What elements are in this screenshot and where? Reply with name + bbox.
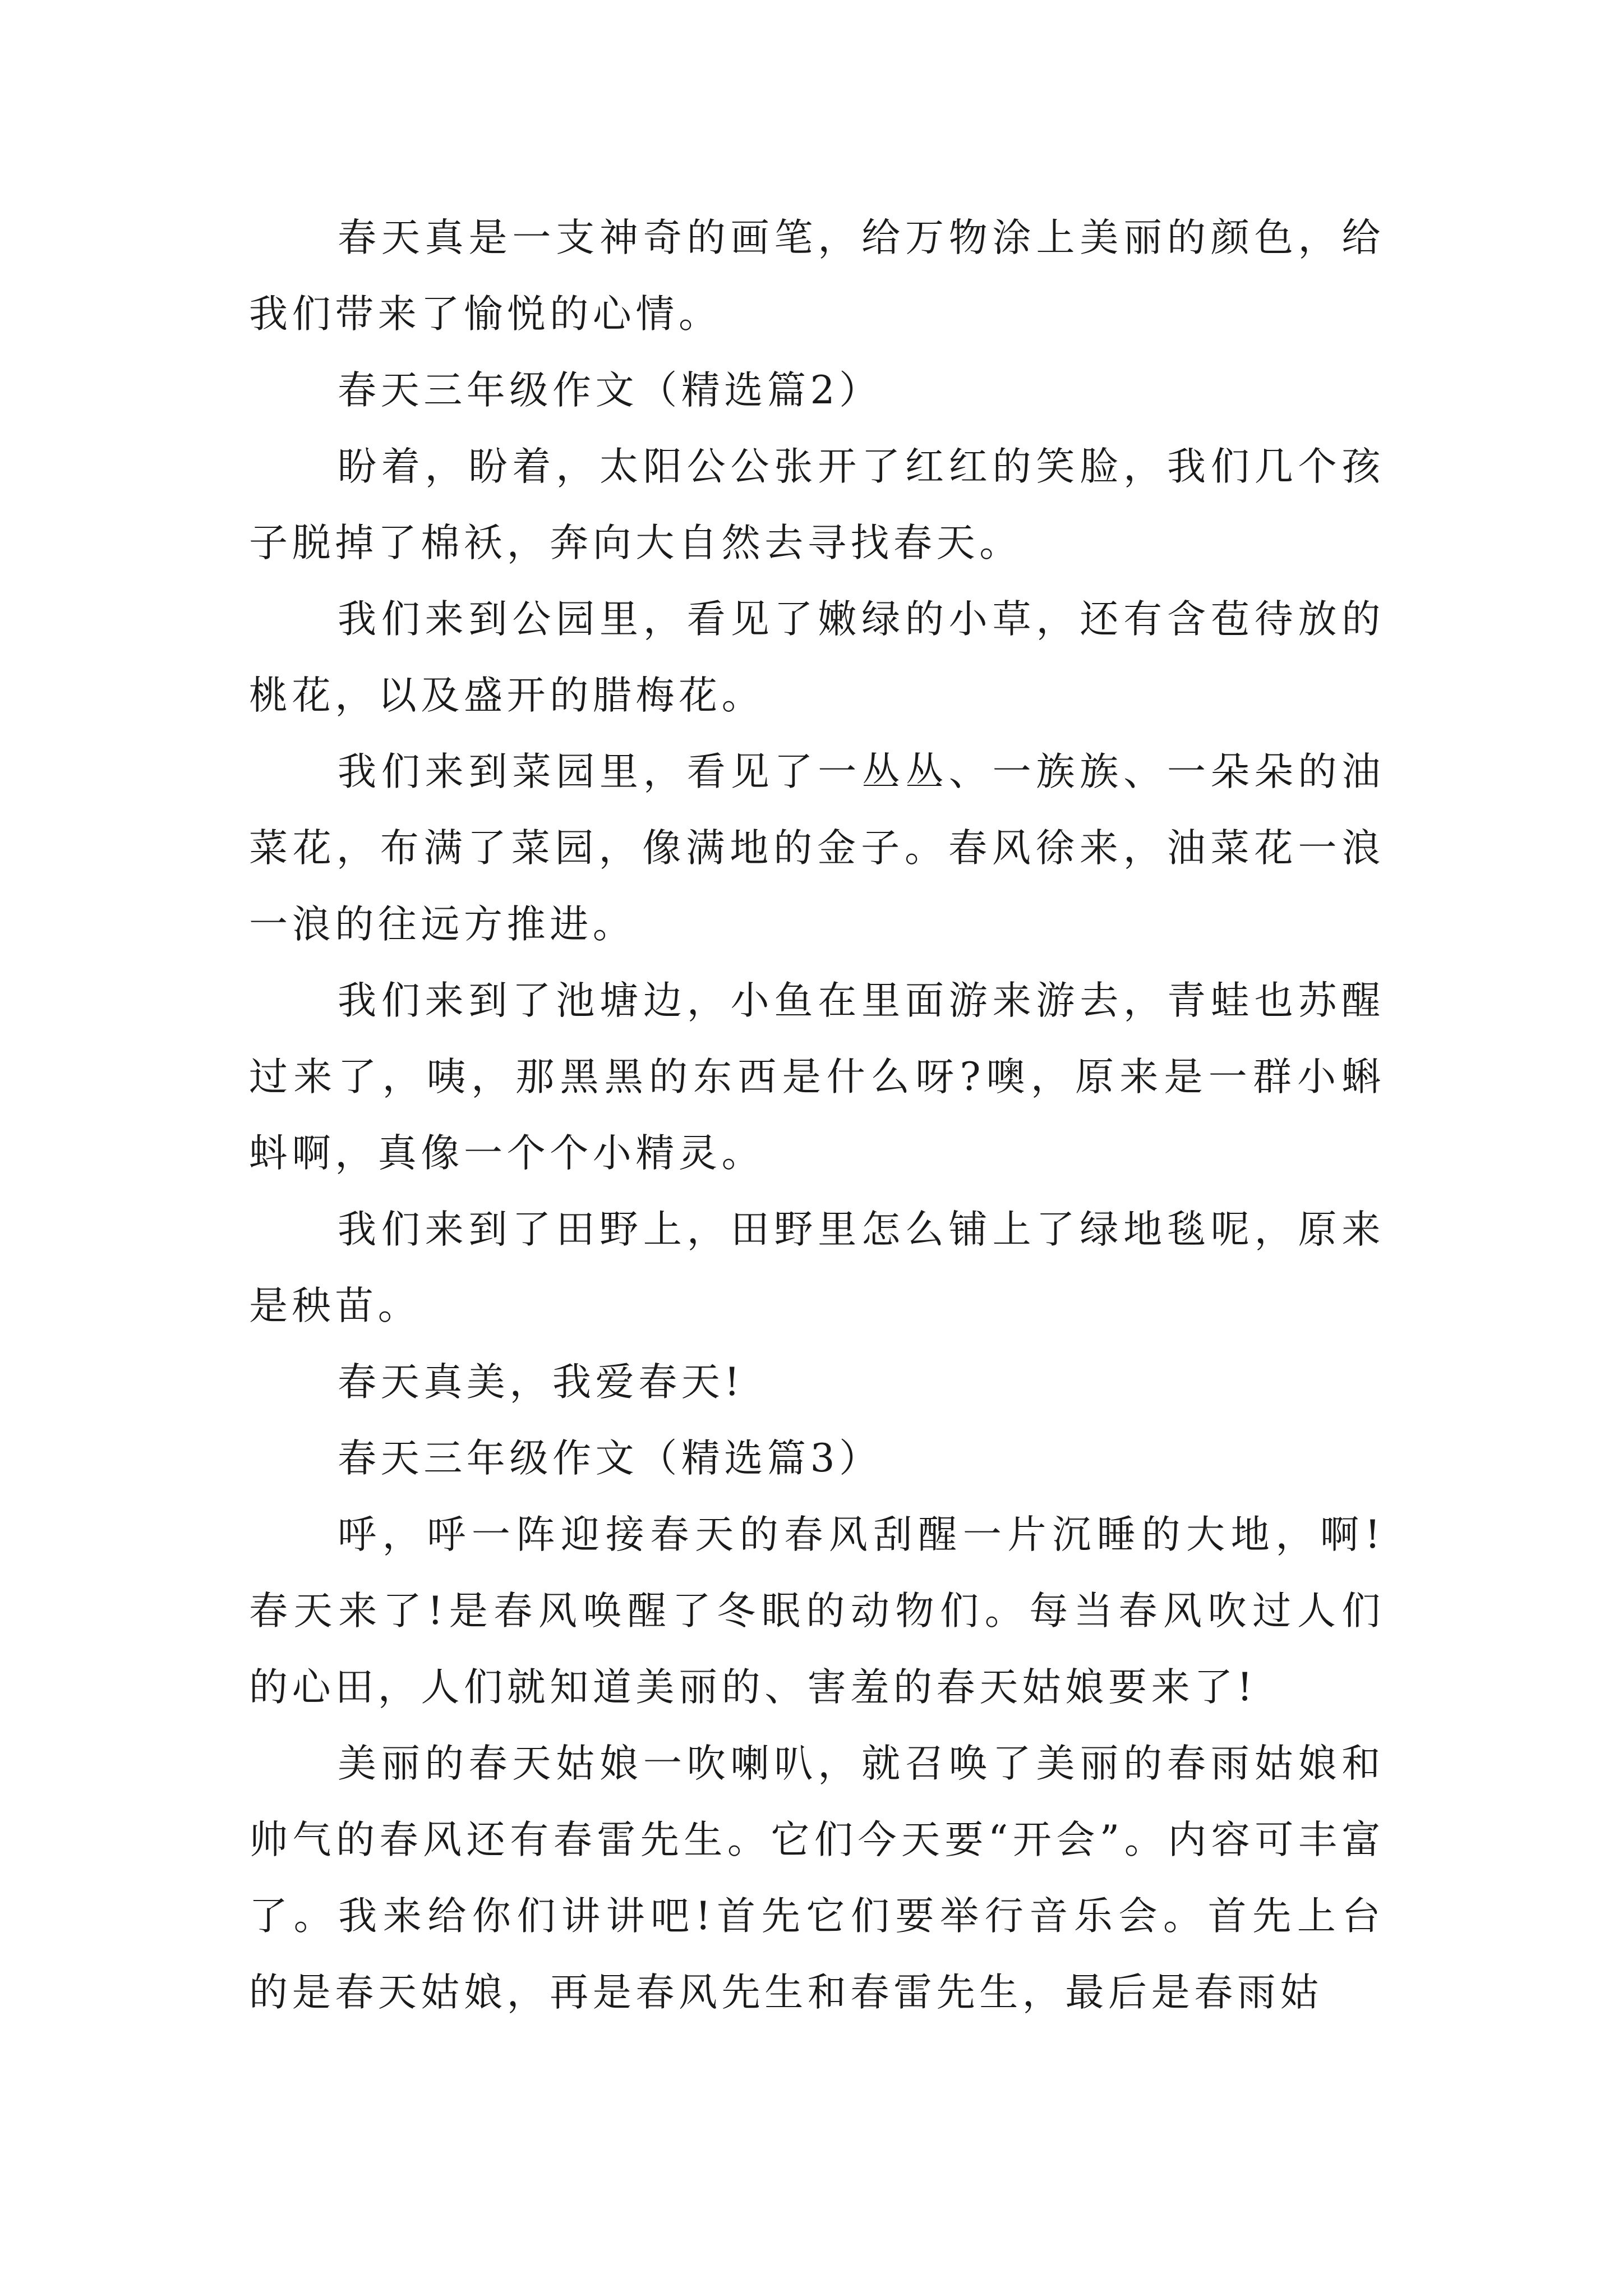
paragraph: 我们来到菜园里，看见了一丛丛、一族族、一朵朵的油菜花，布满了菜园，像满地的金子。春风徐来，油菜花一浪一浪的往远方推进。 bbox=[249, 749, 1385, 947]
paragraph: 呼，呼一阵迎接春天的春风刮醒一片沉睡的大地，啊!春天来了!是春风唤醒了冬眠的动物们。每当春风吹过人们的心田，人们就知道美丽的、害羞的春天姑娘要来了! bbox=[249, 1512, 1385, 1710]
section-heading: 春天三年级作文（精选篇2） bbox=[338, 368, 882, 413]
paragraph: 我们来到了池塘边，小鱼在里面游来游去，青蛙也苏醒过来了，咦，那黑黑的东西是什么呀?噢，原来是一群小蝌蚪啊，真像一个个小精灵。 bbox=[249, 978, 1385, 1176]
paragraph: 我们来到公园里，看见了嫩绿的小草，还有含苞待放的桃花，以及盛开的腊梅花。 bbox=[249, 597, 1385, 718]
document-body bbox=[249, 200, 1385, 2031]
paragraph: 春天真是一支神奇的画笔，给万物涂上美丽的颜色，给我们带来了愉悦的心情。 bbox=[249, 215, 1385, 337]
paragraph: 美丽的春天姑娘一吹喇叭，就召唤了美丽的春雨姑娘和帅气的春风还有春雷先生。它们今天要“开会”。内容可丰富了。我来给你们讲讲吧!首先它们要举行音乐会。首先上台的是春天姑娘，再是春风先生和春雷先生，最后是春雨姑 bbox=[249, 1741, 1385, 2015]
section-heading: 春天三年级作文（精选篇3） bbox=[338, 1436, 882, 1481]
paragraph: 我们来到了田野上，田野里怎么铺上了绿地毯呢，原来是秧苗。 bbox=[249, 1207, 1385, 1328]
paragraph: 盼着，盼着，太阳公公张开了红红的笑脸，我们几个孩子脱掉了棉袄，奔向大自然去寻找春天。 bbox=[249, 444, 1385, 565]
paragraph: 春天真美，我爱春天! bbox=[338, 1360, 744, 1405]
